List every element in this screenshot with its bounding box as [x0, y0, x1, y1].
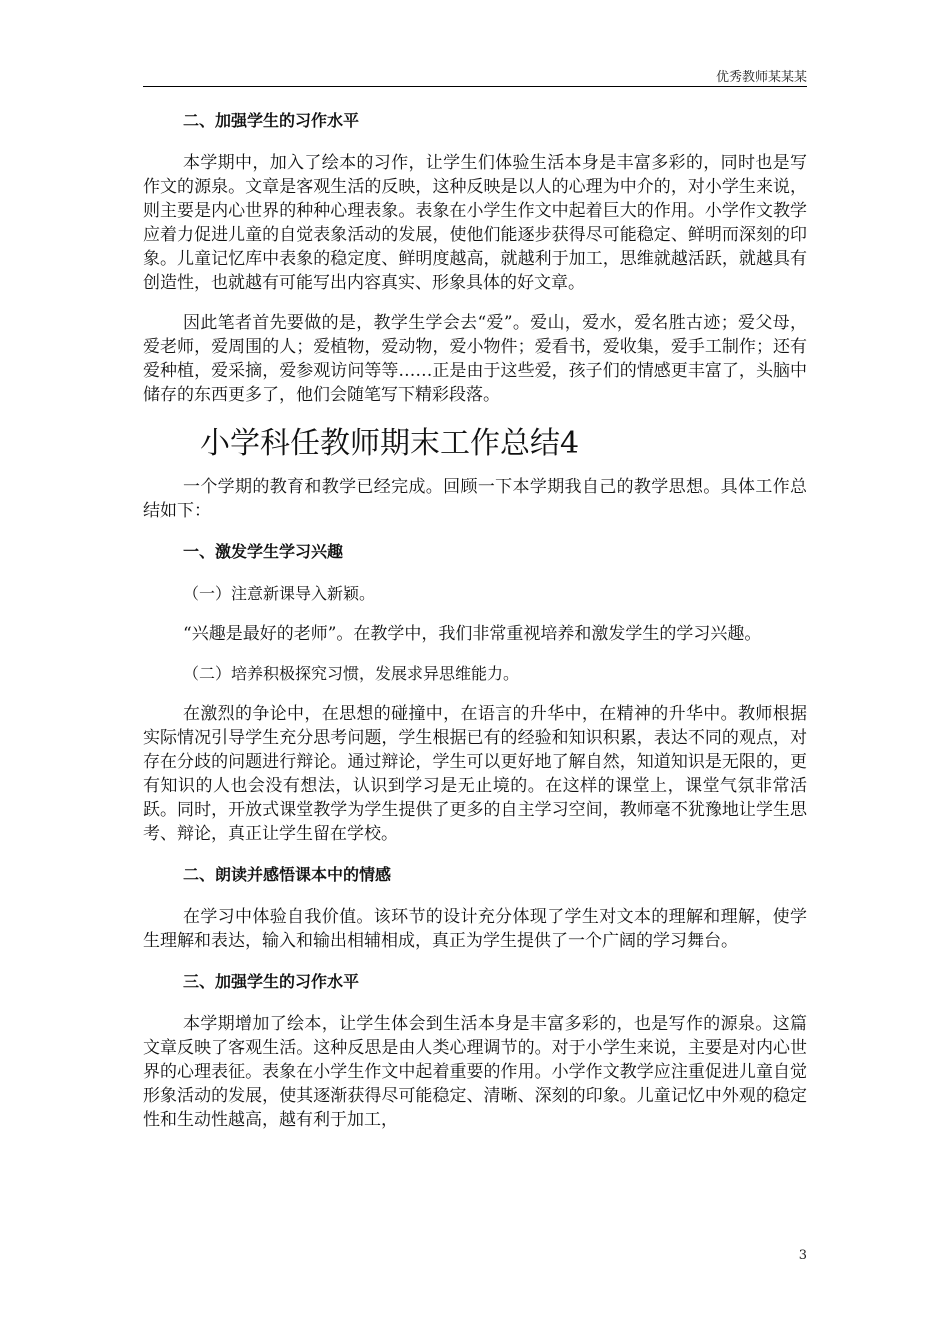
paragraph: 因此笔者首先要做的是，教学生学会去“爱”。爱山，爱水，爱名胜古迹；爱父母，爱老师，爱周围的人；爱植物，爱动物，爱小物件；爱看书，爱收集，爱手工制作；还有爱种植，爱采摘，爱参观访问等等……正是由于这些爱，孩子们的情感更丰富了，头脑中储存的东西更多了，他们会随笔写下精彩段落。: [143, 313, 807, 405]
document-section-title: 小学科任教师期末工作总结4: [200, 426, 580, 461]
section-heading: 一、激发学生学习兴趣: [183, 542, 344, 561]
header-divider: [143, 86, 807, 87]
paragraph: 一个学期的教育和教学已经完成。回顾一下本学期我自己的教学思想。具体工作总结如下：: [143, 477, 807, 521]
paragraph: 在学习中体验自我价值。该环节的设计充分体现了学生对文本的理解和理解，使学生理解和表达，输入和输出相辅相成，真正为学生提供了一个广阔的学习舞台。: [143, 907, 807, 951]
paragraph: 本学期增加了绘本，让学生体会到生活本身是丰富多彩的，也是写作的源泉。这篇文章反映了客观生活。这种反思是由人类心理调节的。对于小学生来说，主要是对内心世界的心理表征。表象在小学生作文中起着重要的作用。小学作文教学应注重促进儿童自觉形象活动的发展，使其逐渐获得尽可能稳定、清晰、深刻的印象。儿童记忆中外观的稳定性和生动性越高，越有利于加工，: [143, 1014, 807, 1130]
paragraph: 本学期中，加入了绘本的习作，让学生们体验生活本身是丰富多彩的，同时也是写作文的源泉。文章是客观生活的反映，这种反映是以人的心理为中介的，对小学生来说，则主要是内心世界的种种心理表象。表象在小学生作文中起着巨大的作用。小学作文教学应着力促进儿童的自觉表象活动的发展，使他们能逐步获得尽可能稳定、鲜明而深刻的印象。儿童记忆库中表象的稳定度、鲜明度越高，就越利于加工，思维就越活跃，就越具有创造性，也就越有可能写出内容真实、形象具体的好文章。: [143, 153, 807, 293]
section-heading: 二、加强学生的习作水平: [183, 111, 360, 130]
section-heading: 二、朗读并感悟课本中的情感: [183, 865, 392, 884]
document-body: [143, 108, 807, 1148]
page-number: 3: [798, 1248, 807, 1263]
sub-heading: （二）培养积极探究习惯，发展求异思维能力。: [183, 664, 520, 683]
page-header-text: 优秀教师某某某: [715, 70, 807, 85]
sub-heading: （一）注意新课导入新颖。: [183, 584, 376, 603]
paragraph: “兴趣是最好的老师”。在教学中，我们非常重视培养和激发学生的学习兴趣。: [183, 624, 762, 644]
section-heading: 三、加强学生的习作水平: [183, 972, 360, 991]
paragraph: 在激烈的争论中，在思想的碰撞中，在语言的升华中，在精神的升华中。教师根据实际情况引导学生充分思考问题，学生根据已有的经验和知识积累，表达不同的观点，对存在分歧的问题进行辩论。通过辩论，学生可以更好地了解自然，知道知识是无限的，更有知识的人也会没有想法，认识到学习是无止境的。在这样的课堂上，课堂气氛非常活跃。同时，开放式课堂教学为学生提供了更多的自主学习空间，教师毫不犹豫地让学生思考、辩论，真正让学生留在学校。: [143, 704, 807, 844]
